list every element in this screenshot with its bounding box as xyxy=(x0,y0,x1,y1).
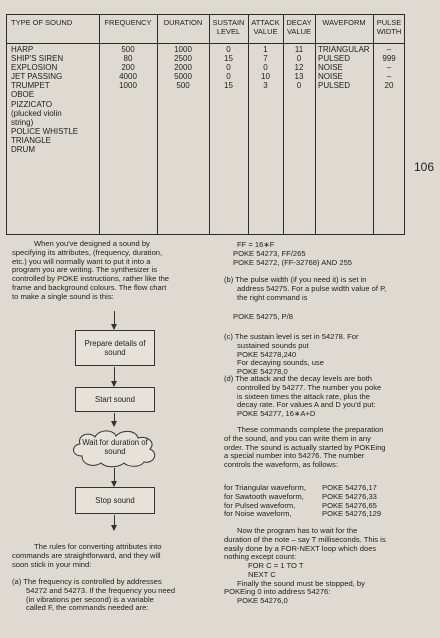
text-line: decay rate. For values A and D you'd put: xyxy=(237,400,376,410)
text-line: specifying its attributes, (frequency, duration, xyxy=(12,247,163,257)
text-line: commands are straightforward, and they will xyxy=(12,550,161,560)
intro-paragraph xyxy=(12,240,217,301)
column-sustain xyxy=(209,45,248,90)
text-line: 0 xyxy=(226,72,231,82)
text-line: – xyxy=(386,45,392,54)
waveform-label: for Triangular waveform, xyxy=(224,483,306,492)
flow-arrow-3 xyxy=(114,413,115,426)
text-line: PULSED xyxy=(318,54,351,64)
flow-arrow-5 xyxy=(114,515,115,530)
text-line: 1000 xyxy=(174,45,192,54)
text-line: 1000 xyxy=(119,81,137,91)
text-line: – xyxy=(386,63,392,73)
header-duration: DURATION xyxy=(163,18,203,27)
text-line: POKE 54278,240 xyxy=(237,349,297,359)
text-line: string) xyxy=(11,117,34,127)
text-line: 15 xyxy=(224,54,233,64)
text-line: order. The sound is actually started by POKEing xyxy=(224,442,386,452)
text-line: 1 xyxy=(263,45,268,54)
text-line: 3 xyxy=(263,81,268,91)
text-line: address 54275. For a pulse width value of P, xyxy=(237,283,387,293)
text-line: TRIANGLE xyxy=(11,135,52,145)
waveform-label: for Noise waveform, xyxy=(224,509,292,519)
item-c-sustain xyxy=(224,333,424,377)
text-line: PULSED xyxy=(318,81,351,91)
waveform-paragraph xyxy=(224,426,424,470)
column-pulse-width xyxy=(373,45,405,90)
text-line: nothing except count: xyxy=(224,552,297,562)
flow-arrow-4 xyxy=(114,468,115,486)
waveform-command: POKE 54276,65 xyxy=(322,500,377,510)
text-line: OBOE xyxy=(11,90,35,100)
text-line: DRUM xyxy=(11,145,35,155)
text-line: soon stick in your mind: xyxy=(12,559,92,569)
text-line: (d) The attack and the decay levels are both xyxy=(224,374,373,383)
text-line: For decaying sounds, use xyxy=(237,358,324,368)
text-line: 999 xyxy=(382,54,396,64)
text-line: 7 xyxy=(263,54,268,64)
text-line: called F, the commands needed are: xyxy=(26,603,149,613)
text-line: These commands complete the preparation xyxy=(237,425,384,434)
duration-paragraph xyxy=(224,527,424,606)
frequency-code xyxy=(224,241,424,267)
header-frequency: FREQUENCY xyxy=(104,18,152,27)
text-line: 500 xyxy=(121,45,135,54)
text-line: POKE 54272, (FF-32768) AND 255 xyxy=(233,257,353,267)
text-line: 54272 and 54273. If the frequency you need xyxy=(26,585,176,595)
flow-stop-box: Stop sound xyxy=(75,487,155,514)
text-line: PIZZICATO xyxy=(11,99,53,109)
text-line: etc.) you will normally want to put it into a xyxy=(12,256,151,266)
text-line: 12 xyxy=(294,63,304,73)
text-line: 2000 xyxy=(174,63,192,73)
waveform-command: POKE 54276,129 xyxy=(322,509,382,519)
flow-start-box: Start sound xyxy=(75,387,155,412)
text-line: HARP xyxy=(11,45,34,54)
sound-table xyxy=(6,14,405,235)
text-line: controlled by POKE instructions, rather like the xyxy=(12,274,170,283)
column-frequency xyxy=(99,45,157,90)
column-attack xyxy=(248,45,283,90)
column-decay xyxy=(283,45,315,90)
text-line: (b) The pulse width (if you need it) is set in xyxy=(224,275,367,284)
header-waveform: WAVEFORM xyxy=(322,18,366,27)
waveform-command: POKE 54276,33 xyxy=(322,491,377,501)
text-line: POKE 54273, FF/265 xyxy=(233,248,306,258)
text-line: NOISE xyxy=(318,72,343,82)
text-line: (in vibrations per second) is a variable xyxy=(26,594,154,604)
text-line: POKE 54277, 16∗A+D xyxy=(237,409,316,418)
text-line: 2500 xyxy=(174,54,192,64)
flow-arrow-2 xyxy=(114,367,115,386)
text-line: TRIANGULAR xyxy=(318,45,370,54)
text-line: Finally the sound must be stopped, by xyxy=(237,578,365,588)
text-line: (plucked violin xyxy=(11,108,62,118)
waveform-row xyxy=(224,510,424,519)
text-line: NOISE xyxy=(318,63,343,73)
text-line: frame and background colours. The flow chart xyxy=(12,282,167,292)
text-line: easily done by a FOR-NEXT loop which does xyxy=(224,543,377,553)
text-line: 0 xyxy=(226,45,231,54)
text-line: The rules for converting attributes into xyxy=(34,542,162,551)
text-line: TRUMPET xyxy=(11,81,50,91)
text-line: 10 xyxy=(261,72,270,82)
text-line: 500 xyxy=(176,81,190,91)
flow-arrow-1 xyxy=(114,311,115,329)
column-duration xyxy=(157,45,209,90)
item-b-pulse-width xyxy=(224,276,424,302)
header-attack-value: ATTACK VALUE xyxy=(251,18,280,36)
text-line: to make a single sound is this: xyxy=(12,291,114,301)
text-line: duration of the note – say T milliseconds. This is xyxy=(224,534,386,544)
text-line: 0 xyxy=(263,63,268,73)
text-line: 20 xyxy=(384,81,394,91)
text-line: – xyxy=(386,72,392,82)
waveform-list xyxy=(224,484,424,519)
header-type-of-sound: TYPE OF SOUND xyxy=(11,18,73,27)
text-line: a special number into 54276. The number xyxy=(224,451,365,461)
text-line: 11 xyxy=(294,45,304,54)
page-number: 106 xyxy=(414,160,435,174)
text-line: 80 xyxy=(123,54,133,64)
text-line: sustained sounds put xyxy=(237,340,309,350)
text-line: (a) The frequency is controlled by addresses xyxy=(12,577,162,586)
text-line: POKE 54275, P/8 xyxy=(233,312,293,321)
text-line: 0 xyxy=(296,81,302,91)
text-line: controlled by 54277. The number you poke xyxy=(237,382,382,392)
text-line: Now the program has to wait for the xyxy=(237,526,358,535)
text-line: 4000 xyxy=(119,72,137,82)
text-line: (c) The sustain level is set in 54278. For xyxy=(224,332,359,341)
text-line: is sixteen times the attack rate, plus the xyxy=(237,391,370,401)
header-pulse-width: PULSE WIDTH xyxy=(376,18,402,36)
text-line: 5000 xyxy=(174,72,192,82)
text-line: NEXT C xyxy=(248,569,276,579)
flow-wait-label: Wait for duration of sound xyxy=(82,438,148,456)
pulse-code xyxy=(233,313,423,322)
text-line: 0 xyxy=(296,54,302,64)
text-line: JET PASSING xyxy=(11,72,63,82)
text-line: POKE 54278,0 xyxy=(237,367,288,376)
text-line: FOR C = 1 TO T xyxy=(248,561,304,570)
text-line: of the sound, and you can write them in any xyxy=(224,433,371,443)
item-a-frequency xyxy=(12,578,217,613)
text-line: POLICE WHISTLE xyxy=(11,126,79,136)
text-line: 200 xyxy=(121,63,135,73)
text-line: 0 xyxy=(226,63,231,73)
text-line: POKEing 0 into address 54276: xyxy=(224,587,331,597)
column-waveform xyxy=(318,45,373,90)
waveform-label: for Sawtooth waveform, xyxy=(224,491,304,501)
text-line: the right command is xyxy=(237,292,308,302)
flow-prepare-box: Prepare details of sound xyxy=(75,330,155,366)
waveform-command: POKE 54276,17 xyxy=(322,483,377,492)
text-line: EXPLOSION xyxy=(11,63,58,73)
header-decay-value: DECAY VALUE xyxy=(286,18,312,36)
text-line: POKE 54276,0 xyxy=(237,596,288,605)
text-line: FF = 16∗F xyxy=(237,240,275,249)
text-line: controls the waveform, as follows: xyxy=(224,460,338,469)
text-line: SHIP'S SIREN xyxy=(11,54,64,64)
waveform-label: for Pulsed waveform, xyxy=(224,500,296,510)
text-line: When you've designed a sound by xyxy=(34,239,150,248)
rules-paragraph xyxy=(12,543,217,569)
item-d-attack-decay xyxy=(224,375,424,419)
text-line: 15 xyxy=(224,81,233,91)
text-line: program you are writing. The synthesizer is xyxy=(12,265,158,275)
column-sound-type xyxy=(11,45,99,154)
text-line: 13 xyxy=(294,72,304,82)
header-sustain-level: SUSTAIN LEVEL xyxy=(212,18,245,36)
